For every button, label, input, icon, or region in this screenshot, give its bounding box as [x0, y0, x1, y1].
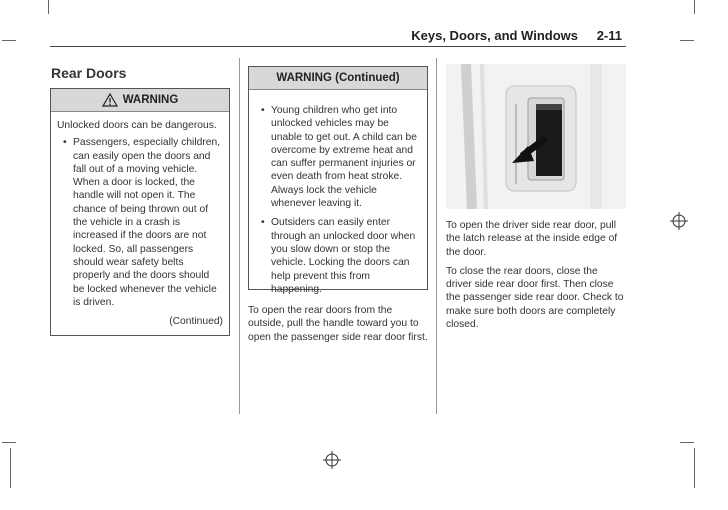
crop-mark-bottom-right	[680, 442, 694, 443]
crop-mark-bottom-left-vertical	[10, 448, 11, 488]
crop-mark-bottom-left	[2, 442, 16, 443]
right-body-text	[446, 219, 626, 337]
warning-triangle-icon	[102, 93, 118, 107]
warning-body	[51, 112, 229, 328]
continued-label: (Continued)	[169, 316, 223, 328]
column-separator	[239, 58, 240, 414]
door-latch-image	[446, 64, 626, 209]
crop-mark-bottom-right-vertical	[694, 448, 695, 488]
header-rule	[50, 46, 626, 47]
warning-box	[50, 88, 230, 336]
registration-mark-icon	[323, 451, 341, 469]
paragraph-close-rear-doors: To close the rear doors, close the driver side rear door first. Then close the passenger side rear door. Check to make sure both doors are completely closed.	[446, 265, 624, 331]
warning-box-continued	[248, 66, 428, 295]
warning-bullet: • Young children who get into unlocked vehicles may be unable to get out. A child can be overcome by extreme heat and can suffer permanent injuries or even death from heat stroke. Always lock the vehicle whenever leaving it.	[255, 104, 421, 210]
crop-mark-top-right	[680, 40, 694, 41]
warning-body	[249, 90, 427, 296]
crop-mark-top-right-vertical	[694, 0, 695, 14]
warning-bullet: • Passengers, especially children, can easily open the doors and fall out of a moving vehicle. When a door is locked, the handle will not open it. The chance of being thrown out of the vehicle in a crash is increased if the doors are not locked. So, all passengers should wear safety belts properly and the doors should be locked whenever the vehicle is driven.	[57, 136, 223, 309]
warning-heading: WARNING (Continued)	[276, 72, 400, 84]
warning-header	[51, 89, 229, 112]
page-number: 2-11	[596, 28, 622, 43]
warning-bullet: • Outsiders can easily enter through an unlocked door when you slow down or stop the vehicle. Locking the doors can help prevent this from happening.	[255, 216, 421, 296]
crop-mark-top-left	[2, 40, 16, 41]
running-header-title: Keys, Doors, and Windows	[411, 28, 578, 43]
section-title: Rear Doors	[51, 65, 127, 81]
warning-intro: Unlocked doors can be dangerous.	[57, 120, 217, 131]
door-latch-illustration	[446, 64, 626, 209]
warning-heading: WARNING	[122, 94, 179, 106]
registration-mark-icon	[670, 212, 688, 230]
warning-header	[249, 67, 427, 90]
paragraph-open-rear-doors: To open the rear doors from the outside, pull the handle toward you to open the passenger side rear door first.	[248, 305, 428, 343]
crop-mark-top-left-vertical	[48, 0, 49, 14]
paragraph-open-driver-door: To open the driver side rear door, pull the latch release at the inside edge of the door.	[446, 220, 618, 258]
body-paragraph	[248, 304, 428, 350]
column-separator	[436, 58, 437, 414]
